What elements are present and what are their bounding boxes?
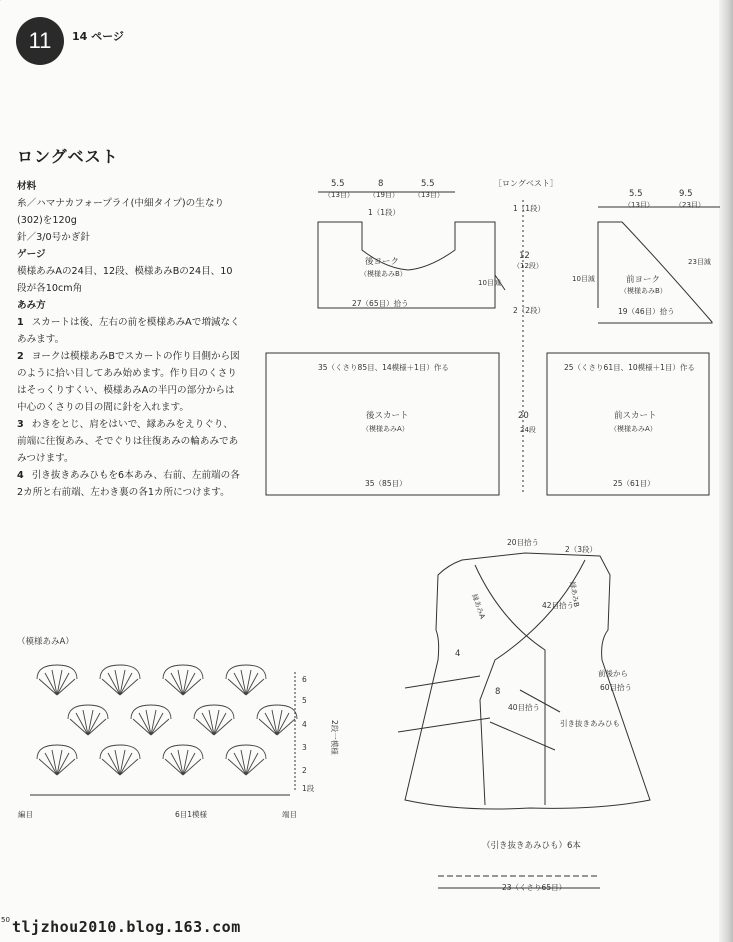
collar-pick: 20目拾う: [507, 538, 540, 547]
cord-label: 引き抜きあみひも: [560, 719, 620, 728]
front-top-count-1: （13目）: [624, 201, 654, 209]
front-top-count-2: （23目）: [675, 201, 705, 209]
center-skirt-rows: 24段: [520, 426, 536, 434]
watermark-url: tljzhou2010.blog.163.com: [12, 918, 241, 936]
cord-length: 23（くさり65目）: [502, 883, 567, 892]
back-yoke-pattern: （模様あみB）: [360, 270, 407, 278]
edge-label-a: 縁あみA: [470, 592, 487, 620]
center-skirt-height: 20: [518, 411, 529, 421]
center-yoke-rows: （12段）: [513, 262, 543, 270]
gauge-heading: ゲージ: [17, 249, 46, 260]
front-yoke-width: 19（46目）拾う: [618, 307, 675, 316]
pattern-end: 端目: [282, 810, 297, 819]
back-skirt-name: 後スカート: [366, 411, 409, 421]
dim-4: 4: [455, 649, 461, 659]
back-yoke-width: 27（65目）拾う: [352, 299, 409, 308]
front-skirt-pattern: （模様あみA）: [610, 425, 657, 433]
pattern-start: 編目: [18, 810, 33, 819]
front-yoke-name: 前ヨーク: [626, 275, 661, 285]
page-reference: 14 ページ: [72, 30, 124, 43]
materials-yarn: 糸／ハマナカフォープライ(中細タイプ)の生なり(302)を120g: [17, 198, 225, 226]
method-step: 2 ヨークは模様あみBでスカートの作り目側から図のように拾い目してあみ始めます。作り目のくさりはそっくりすくい、模様あみAの半円の部分からは中心のくさりの目の間に針を入れます。: [17, 351, 240, 413]
dim-8: 8: [495, 687, 501, 697]
edge-label-b: 縁あみB: [568, 580, 581, 608]
front-skirt-top: 25（くさり61目、10模様＋1目）作る: [564, 363, 695, 372]
front-skirt-bottom: 25（61目）: [613, 479, 655, 488]
back-top-count-3: （13目）: [414, 191, 444, 199]
materials-heading: 材料: [17, 181, 37, 192]
front-yoke-pattern: （模様あみB）: [620, 287, 667, 295]
method-step: 1 スカートは後、左右の前を模様あみAで増減なくあみます。: [17, 317, 240, 345]
front-skirt-shape: [547, 353, 709, 495]
tie-cord: [405, 676, 480, 688]
back-skirt-bottom: 35（85目）: [365, 479, 407, 488]
back-top-width-3: 5.5: [421, 179, 435, 189]
materials-needle: 針／3/0号かぎ針: [17, 232, 91, 243]
row-repeat-note: 2段一模様: [330, 720, 339, 755]
front-edge-pick: 42目拾う: [542, 601, 575, 610]
pattern-repeat: 6目1模様: [175, 810, 208, 819]
front-armhole-dec: 10目減: [572, 275, 595, 283]
back-armhole-dec: 10目減: [478, 279, 501, 287]
page-number: 50: [1, 916, 10, 924]
gauge-text: 模様あみAの24目、12段、模様あみBの24目、10段が各10cm角: [17, 266, 233, 294]
back-skirt-top: 35（くさり85目、14模様＋1目）作る: [318, 363, 449, 372]
back-top-width-2: 8: [378, 179, 384, 189]
method-step: 3 わきをとじ、肩をはいで、縁あみをえりぐり、前端に往復あみ、そでぐりは往復あみの輪あみであみつけます。: [17, 419, 239, 464]
method-heading: あみ方: [17, 300, 46, 311]
cord-title: （引き抜きあみひも）6本: [482, 841, 581, 851]
back-skirt-shape: [266, 353, 499, 495]
back-top-count-1: （13目）: [324, 191, 354, 199]
diagram-label: ［ロングベスト］: [494, 179, 558, 188]
back-top-count-2: （19目）: [369, 191, 399, 199]
back-top-width-1: 5.5: [331, 179, 345, 189]
back-yoke-name: 後ヨーク: [365, 257, 400, 267]
front-top-width-2: 9.5: [679, 189, 693, 199]
tie-cord: [398, 718, 490, 732]
row-label: 3: [302, 743, 307, 752]
method-step: 4 引き抜きあみひもを6本あみ、右前、左前端の各2カ所と右前端、左わき裏の各1カ所につけます。: [17, 470, 240, 498]
center-join-rows: 2（2段）: [513, 306, 546, 315]
front-skirt-name: 前スカート: [614, 411, 657, 421]
front-top-width-1: 5.5: [629, 189, 643, 199]
row-label: 2: [302, 766, 307, 775]
back-neck-rows: 1（1段）: [368, 208, 401, 217]
pattern-title: ロングベスト: [17, 147, 119, 166]
assembled-vest-outline: [405, 553, 650, 809]
back-yoke-shape: [318, 222, 495, 308]
armhole-pick-1: 前後から: [598, 669, 628, 678]
center-top-rows: 1（1段）: [513, 204, 546, 213]
center-yoke-height: 12: [519, 251, 530, 261]
front-neck-dec: 23目減: [688, 258, 711, 266]
back-skirt-pattern: （模様あみA）: [362, 425, 409, 433]
row-label: 6: [302, 675, 307, 684]
pattern-a-chart: [0, 0, 297, 775]
edge-rows: 2（3段）: [565, 545, 598, 554]
pattern-a-label: （模様あみA）: [17, 637, 74, 647]
row-label: 5: [302, 696, 307, 705]
row-label: 1段: [302, 784, 315, 793]
band-pick: 40目拾う: [508, 703, 541, 712]
chapter-number: 11: [28, 28, 52, 53]
row-label: 4: [302, 720, 307, 729]
vest-overlap-edge: [480, 560, 585, 805]
armhole-pick-2: 60目拾う: [600, 683, 633, 692]
